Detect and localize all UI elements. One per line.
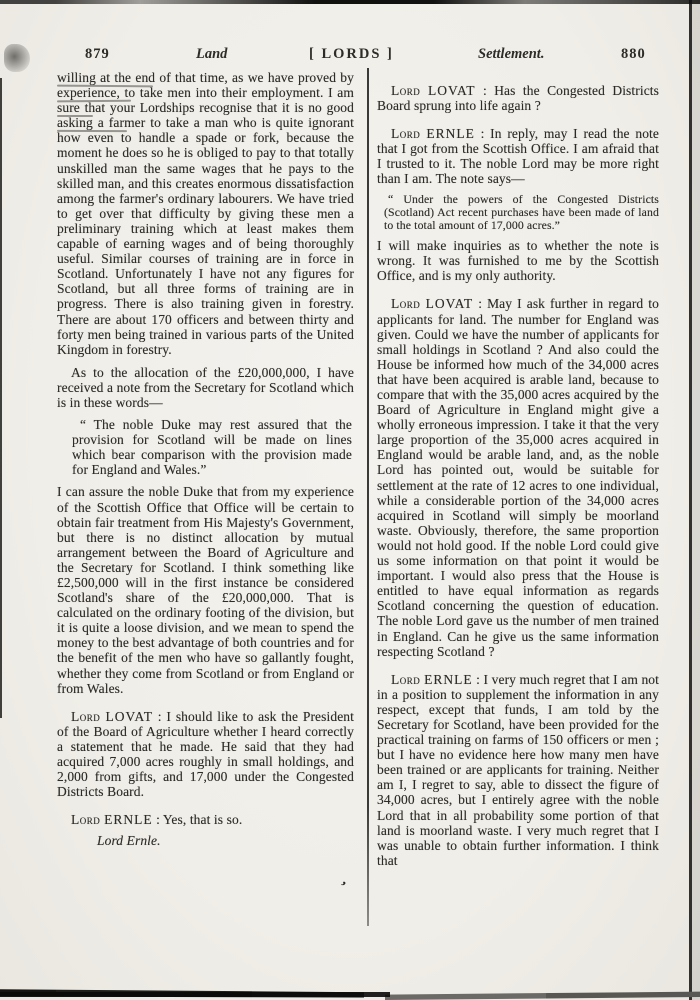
speech-paragraph: Lord ERNLE : In reply, may I read the note that I got from the Scottish Office. I am afraid that I trusted to it. The noble Lord may be more right than I am. The note says—	[377, 126, 659, 187]
paragraph: Lord Ernle.	[97, 833, 161, 849]
page-number-left: 879	[85, 46, 110, 62]
house-label: [ LORDS ]	[309, 46, 394, 62]
speaker-name: Lord LOVAT	[391, 296, 474, 312]
scan-edge-top	[0, 0, 700, 4]
speaker-name: Lord ERNLE	[71, 812, 153, 828]
column-divider-rule	[367, 68, 369, 926]
speaker-name: Lord LOVAT	[391, 83, 476, 98]
ink-speck: ’	[335, 878, 349, 896]
running-title-left: Land	[196, 46, 228, 62]
paragraph: willing at the end of that time, as we have proved by experience, to take men into their employment. I am sure that your Lordships recognise that it is no good asking a farmer to take a man who is quite ignorant how even to handle a spade or fork, because the moment he does so he is obliged to pay to that totally unskilled man the same wages that he pays to the skilled man, and this creates enormous dissatisfaction among the farmer's ordinary labourers. We have tried to get over that difficulty by giving these men a preliminary training which at least makes them capable of earning wages and of being thoroughly useful. Similar courses of training are in force in Scotland. Unfortunately I have not any figures for Scotland, but all three forms of training are in progress. There is also training given in forestry. There are about 170 officers and between thirty and forty men being trained in various parts of the United Kingdom in forestry.	[57, 70, 354, 357]
speech-paragraph: Lord LOVAT : May I ask further in regard to applicants for land. The number for England was given. Could we have the number of applicants for small holdings in Scotland ? And also could the House be informed how much of the 34,000 acres that have been acquired is arable land, because to compare that with the 35,000 acres acquired by the Board of Agriculture in England might give a wholly erroneous impression. I take it that the very large proportion of the 35,000 acres acquired in England would be arable land, and, as the noble Lord has pointed out, would be suitable for settlement at the rate of 12 acres to one individual, while a considerable portion of the 34,000 acres acquired in Scotland will simply be moorland waste. Obviously, therefore, the same proportion would not hold good. If the noble Lord could give us some information on that point it would be important. I would also press that the House is entitled to have equal information as regards Scotland concerning the question of education. The noble Lord gave us the number of men trained in England. Can he give us the same information respecting Scotland ?	[377, 296, 660, 659]
scan-edge-right	[689, 0, 692, 1000]
page-header	[0, 46, 700, 64]
scan-shade-right	[692, 0, 700, 1000]
speech-paragraph: Lord LOVAT : Has the Congested Districts Board sprung into life again ?	[377, 83, 659, 114]
quoted-note: “ Under the powers of the Congested Districts (Scotland) Act recent purchases have been made of land to the total amount of 17,000 acres.”	[384, 191, 659, 232]
scan-edge-left	[0, 78, 2, 718]
running-title-right: Settlement.	[478, 46, 545, 62]
paragraph: I will make inquiries as to whether the note is wrong. It was furnished to me by the Scottish Office, and is my only authority.	[377, 238, 659, 284]
speech-paragraph: Lord LOVAT : I should like to ask the President of the Board of Agriculture whether I heard correctly a statement that he made. He said that they had acquired 7,000 acres roughly in small holdings, and 2,000 from gifts, and 17,000 under the Congested Districts Board.	[57, 708, 354, 800]
paragraph: I can assure the noble Duke that from my experience of the Scottish Office that Office will be certain to obtain fair treatment from His Majesty's Government, but there is no distinct allocation by mutual arrangement between the Board of Agriculture and the Secretary for Scotland. I think something like £2,500,000 will in the first instance be considered Scotland's share of the £20,000,000. That is calculated on the ordinary footing of the division, but it is quite a loose division, and we mean to spend the money to the best advantage of both countries and for the benefit of the men who have so gallantly fought, whether they come from Scotland or from England or from Wales.	[57, 484, 354, 696]
quoted-note: “ The noble Duke may rest assured that the provision for Scotland will be made on lines which bear comparison with the provision made for England and Wales.”	[72, 417, 352, 478]
speech-paragraph: Lord ERNLE : Yes, that is so.	[71, 812, 243, 828]
paragraph: As to the allocation of the £20,000,000, I have received a note from the Secretary for Scotland which is in these words—	[57, 364, 354, 410]
speaker-name: Lord ERNLE	[391, 671, 473, 687]
scan-edge-bottom-dark	[0, 992, 390, 997]
speech-paragraph: Lord ERNLE : I very much regret that I am not in a position to supplement the information in any respect, except that funds, I am told by the Secretary for Scotland, have been provided for the practical training on farms of 150 officers or men ; but I have no evidence here how many men have been trained or are applicants for training. Neither am I, I regret to say, able to dissect the figure of 34,000 acres, but I entirely agree with the noble Lord that in all probability some portion of that land is moorland waste. I very much regret that I was unable to obtain further information. I think that	[377, 671, 659, 868]
scan-edge-bottom	[0, 988, 700, 1000]
right-column	[377, 70, 659, 868]
speaker-name: Lord ERNLE	[391, 126, 475, 142]
page-number-right: 880	[621, 46, 646, 62]
left-column	[57, 70, 354, 849]
speaker-name: Lord LOVAT	[71, 708, 153, 724]
